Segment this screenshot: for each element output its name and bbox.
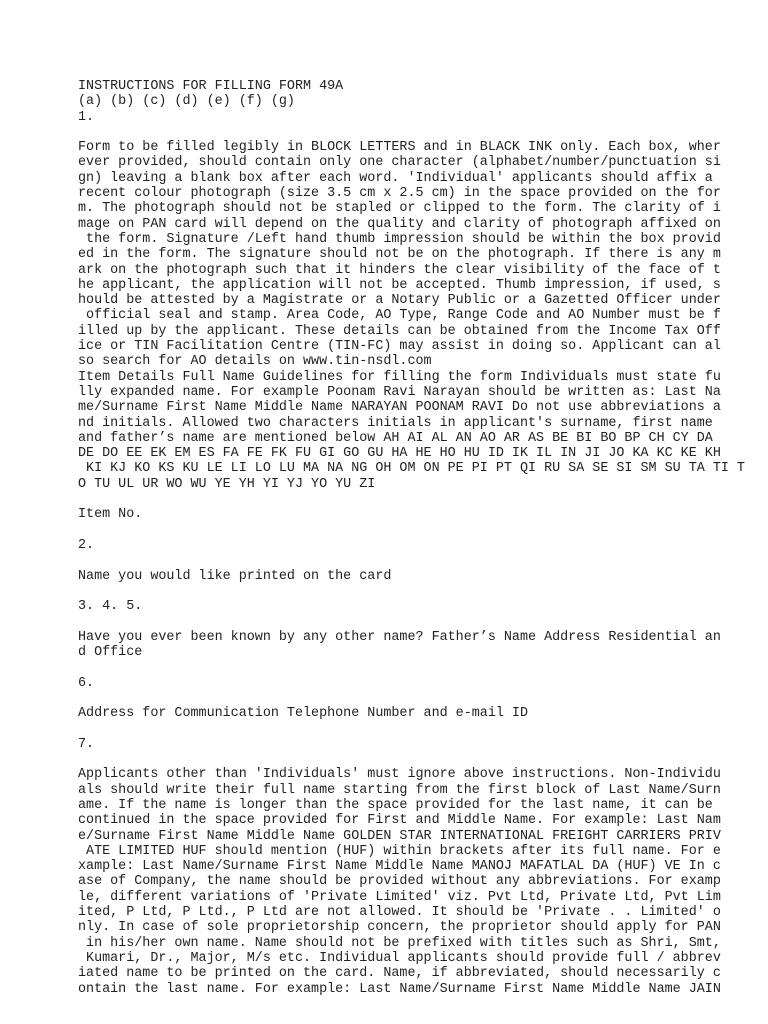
spacer — [78, 553, 698, 568]
paragraph-line: gn) leaving a blank box after each word. 'Individual' applicants should affix a — [78, 170, 713, 186]
item-6-number: 6. — [78, 675, 95, 691]
paragraph-line: xample: Last Name/Surname First Name Middle Name MANOJ MAFATLAL DA (HUF) VE In c — [78, 859, 721, 875]
paragraph-line: in his/her own name. Name should not be prefixed with titles such as Shri, Smt, — [78, 935, 721, 951]
paragraph-line: continued in the space provided for First and Middle Name. For example: Last Nam — [78, 813, 721, 829]
document-title: INSTRUCTIONS FOR FILLING FORM 49A — [78, 79, 344, 94]
paragraph-line: so search for AO details on www.tin-nsdl.com — [78, 354, 432, 370]
paragraph-line: nd initials. Allowed two characters initials in applicant's surname, first name — [78, 415, 713, 431]
item-345-text-line: Have you ever been known by any other name? Father’s Name Address Residential an — [78, 629, 721, 645]
item-345-number: 3. 4. 5. — [78, 599, 143, 615]
spacer — [78, 614, 698, 629]
paragraph-line: ase of Company, the name should be provided without any abbreviations. For examp — [78, 874, 721, 890]
paragraph-line: ited, P Ltd, P Ltd., P Ltd are not allowed. It should be 'Private . . Limited' o — [78, 905, 721, 921]
item-no-label: Item No. — [78, 507, 143, 523]
paragraph-7 — [78, 767, 721, 997]
paragraph-line: ark on the photograph such that it hinders the clear visibility of the face of t — [78, 262, 721, 278]
paragraph-line: recent colour photograph (size 3.5 cm x 2.5 cm) in the space provided on the for — [78, 186, 721, 202]
paragraph-line: nly. In case of sole proprietorship concern, the proprietor should apply for PAN — [78, 920, 721, 936]
paragraph-line: le, different variations of 'Private Limited' viz. Pvt Ltd, Private Ltd, Pvt Lim — [78, 889, 721, 905]
paragraph-line: ame. If the name is longer than the space provided for the last name, it can be — [78, 797, 713, 813]
spacer — [78, 523, 698, 538]
spacer — [78, 584, 698, 599]
paragraph-line: official seal and stamp. Area Code, AO Type, Range Code and AO Number must be f — [78, 308, 721, 324]
paragraph-line: e/Surname First Name Middle Name GOLDEN STAR INTERNATIONAL FREIGHT CARRIERS PRIV — [78, 828, 721, 844]
paragraph-1 — [78, 140, 745, 492]
spacer — [78, 721, 698, 736]
spacer — [78, 752, 698, 767]
item-2-number: 2. — [78, 537, 95, 553]
item-6-text: Address for Communication Telephone Number and e-mail ID — [78, 706, 528, 722]
paragraph-line: Kumari, Dr., Major, M/s etc. Individual applicants should provide full / abbrev — [78, 950, 721, 966]
document-page — [78, 79, 745, 997]
paragraph-line: ed in the form. The signature should not be on the photograph. If there is any m — [78, 247, 721, 263]
paragraph-line: and father’s name are mentioned below AH AI AL AN AO AR AS BE BI BO BP CH CY DA — [78, 430, 713, 446]
item-345-text-line: d Office — [78, 644, 143, 660]
paragraph-line: lly expanded name. For example Poonam Ravi Narayan should be written as: Last Na — [78, 384, 721, 400]
paragraph-line: ice or TIN Facilitation Centre (TIN-FC) may assist in doing so. Applicant can al — [78, 339, 721, 355]
paragraph-line: iated name to be printed on the card. Name, if abbreviated, should necessarily c — [78, 966, 721, 982]
paragraph-line: he applicant, the application will not be accepted. Thumb impression, if used, s — [78, 277, 721, 293]
paragraph-line: Item Details Full Name Guidelines for filling the form Individuals must state fu — [78, 369, 721, 385]
paragraph-line: Form to be filled legibly in BLOCK LETTERS and in BLACK INK only. Each box, wher — [78, 140, 721, 156]
paragraph-line: O TU UL UR WO WU YE YH YI YJ YO YU ZI — [78, 476, 376, 492]
paragraph-line: the form. Signature /Left hand thumb impression should be within the box provid — [78, 231, 721, 247]
spacer — [78, 660, 698, 675]
paragraph-line: ontain the last name. For example: Last Name/Surname First Name Middle Name JAIN — [78, 981, 721, 997]
paragraph-line: m. The photograph should not be stapled or clipped to the form. The clarity of i — [78, 201, 721, 217]
header-letters: (a) (b) (c) (d) (e) (f) (g) — [78, 94, 295, 110]
spacer — [78, 691, 698, 706]
paragraph-line: mage on PAN card will depend on the quality and clarity of photograph affixed on — [78, 216, 721, 232]
spacer — [78, 125, 698, 140]
paragraph-line: ever provided, should contain only one character (alphabet/number/punctuation si — [78, 155, 721, 171]
paragraph-line: illed up by the applicant. These details can be obtained from the Income Tax Off — [78, 323, 721, 339]
paragraph-line: als should write their full name starting from the first block of Last Name/Surn — [78, 782, 721, 798]
paragraph-line: Applicants other than 'Individuals' must ignore above instructions. Non-Individu — [78, 767, 721, 783]
item-2-text: Name you would like printed on the card — [78, 568, 392, 584]
paragraph-line: me/Surname First Name Middle Name NARAYAN POONAM RAVI Do not use abbreviations a — [78, 400, 721, 416]
paragraph-line: KI KJ KO KS KU LE LI LO LU MA NA NG OH OM ON PE PI PT QI RU SA SE SI SM SU TA TI T — [78, 461, 745, 477]
paragraph-line: DE DO EE EK EM ES FA FE FK FU GI GO GU HA HE HO HU ID IK IL IN JI JO KA KC KE KH — [78, 446, 721, 462]
spacer — [78, 492, 698, 507]
paragraph-line: ATE LIMITED HUF should mention (HUF) within brackets after its full name. For e — [78, 843, 721, 859]
paragraph-line: hould be attested by a Magistrate or a Notary Public or a Gazetted Officer under — [78, 293, 721, 309]
header-number: 1. — [78, 109, 95, 125]
item-7-number: 7. — [78, 736, 95, 752]
